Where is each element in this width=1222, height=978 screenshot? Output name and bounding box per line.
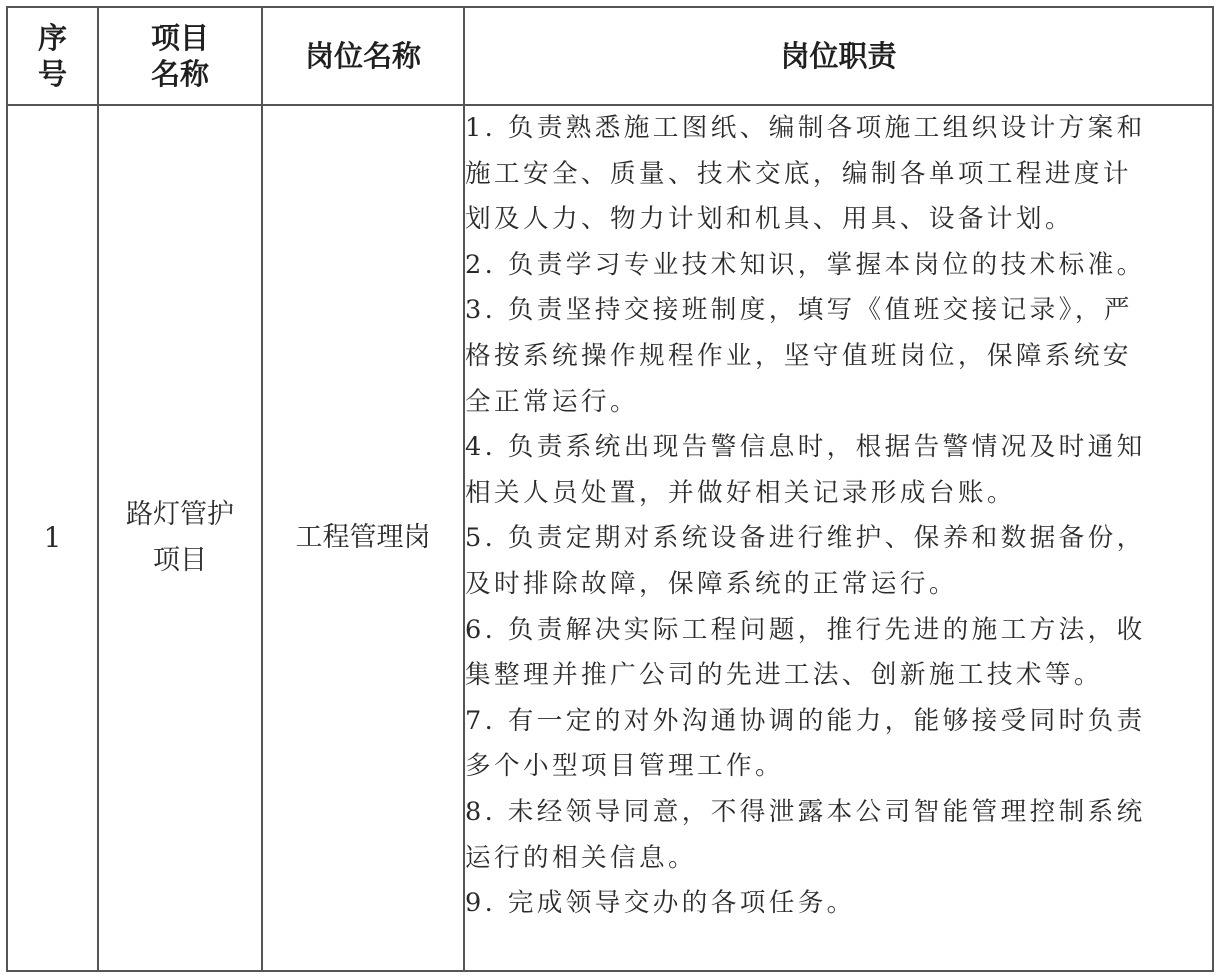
header-no-line-1: 序	[37, 21, 67, 55]
duty-line: 相关人员处置，并做好相关记录形成台账。	[465, 477, 1016, 508]
duty-line: 2. 负责学习专业技术知识，掌握本岗位的技术标准。	[465, 249, 1146, 280]
duty-line: 全正常运行。	[465, 386, 639, 417]
row-number-cell: 1	[7, 105, 98, 971]
job-duties-table	[6, 6, 1214, 972]
position-name-cell: 工程管理岗	[262, 105, 464, 971]
header-project-line-2: 名称	[150, 57, 209, 91]
duty-line: 及时排除故障，保障系统的正常运行。	[465, 568, 958, 599]
duty-line: 8. 未经领导同意，不得泄露本公司智能管理控制系统	[465, 796, 1146, 827]
duty-line: 格按系统操作规程作业，坚守值班岗位，保障系统安	[465, 340, 1132, 371]
duty-line: 7. 有一定的对外沟通协调的能力，能够接受同时负责	[465, 705, 1146, 736]
duty-line: 1. 负责熟悉施工图纸、编制各项施工组织设计方案和	[465, 113, 1146, 143]
header-project	[98, 7, 262, 105]
project-name-cell	[98, 105, 262, 971]
duty-line: 运行的相关信息。	[465, 842, 697, 873]
header-position: 岗位名称	[262, 7, 464, 105]
duty-line: 多个小型项目管理工作。	[465, 751, 784, 782]
duty-line: 集整理并推广公司的先进工法、创新施工技术等。	[465, 660, 1103, 691]
header-no-line-2: 号	[37, 57, 67, 91]
duty-line: 6. 负责解决实际工程问题，推行先进的施工方法，收	[465, 614, 1146, 645]
duties-cell	[464, 105, 1213, 971]
duty-line: 4. 负责系统出现告警信息时，根据告警情况及时通知	[465, 432, 1146, 463]
project-name-line-2: 项目	[153, 545, 207, 576]
header-project-line-1: 项目	[150, 21, 209, 55]
header-duties: 岗位职责	[464, 7, 1213, 105]
duty-line: 划及人力、物力计划和机具、用具、设备计划。	[465, 204, 1074, 235]
duty-line: 施工安全、质量、技术交底，编制各单项工程进度计	[465, 158, 1132, 189]
project-name-line-1: 路灯管护	[126, 499, 234, 530]
table-row	[7, 105, 1213, 971]
header-no	[7, 7, 98, 105]
duty-line: 9. 完成领导交办的各项任务。	[465, 888, 856, 919]
duty-line: 5. 负责定期对系统设备进行维护、保养和数据备份，	[465, 523, 1146, 554]
header-row	[7, 7, 1213, 105]
duty-line: 3. 负责坚持交接班制度，填写《值班交接记录》，严	[465, 295, 1133, 326]
